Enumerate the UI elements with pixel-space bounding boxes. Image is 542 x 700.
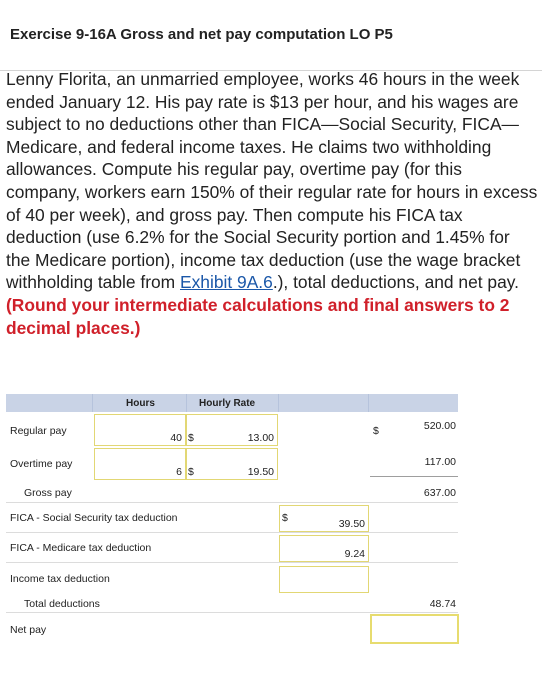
gross-pay-label: Gross pay: [24, 487, 72, 499]
row-divider: [6, 562, 458, 563]
overtime-pay-amount: 117.00: [424, 456, 456, 468]
net-pay-input[interactable]: [370, 614, 459, 644]
total-deductions-amount: 48.74: [429, 598, 456, 610]
exhibit-link[interactable]: Exhibit 9A.6: [180, 272, 273, 293]
income-tax-input[interactable]: [279, 566, 369, 593]
subtotal-rule: [370, 476, 458, 477]
regular-pay-label: Regular pay: [10, 425, 67, 437]
regular-pay-amount: 520.00: [423, 420, 456, 432]
column-divider: [368, 394, 369, 412]
payroll-worksheet: [6, 394, 460, 648]
fica-ss-label: FICA - Social Security tax deduction: [10, 512, 178, 524]
row-divider: [6, 612, 458, 613]
rounding-instruction: (Round your intermediate calculations and final answers to 2 decimal places.): [6, 294, 510, 338]
row-divider: [6, 502, 458, 503]
regular-hours-value: 40: [170, 432, 182, 444]
column-divider: [186, 394, 187, 412]
problem-text: [6, 68, 538, 339]
overtime-hours-value: 6: [176, 466, 182, 478]
overtime-rate-dollar: $: [188, 466, 194, 478]
fica-medicare-amount: 9.24: [344, 548, 365, 560]
column-divider: [278, 394, 279, 412]
total-deductions-label: Total deductions: [24, 598, 100, 610]
income-tax-label: Income tax deduction: [10, 573, 110, 585]
fica-ss-dollar: $: [282, 512, 288, 524]
regular-pay-dollar: $: [373, 425, 379, 437]
row-divider: [6, 532, 458, 533]
fica-medicare-label: FICA - Medicare tax deduction: [10, 542, 152, 554]
problem-body: Lenny Florita, an unmarried employee, works 46 hours in the week ended January 12. His pay rate is $13 per hour, and his wages are subject to no deductions other than FICA—Social Security, FICA—Medicare, and federal income taxes. He claims two withholding allowances. Compute his regular pay, overtime pay (for this company, workers earn 150% of their regular rate for hours in excess of 40 per week), and gross pay. Then compute his FICA tax deduction (use 6.2% for the Social Security portion and 1.45% for the Medicare portion), income tax deduction (use the wage bracket withholding table from: [6, 69, 538, 293]
overtime-rate-value: 19.50: [247, 466, 274, 478]
hourly-rate-column-header: Hourly Rate: [199, 398, 256, 409]
regular-rate-dollar: $: [188, 432, 194, 444]
fica-ss-amount: 39.50: [338, 518, 365, 530]
hours-column-header: Hours: [126, 398, 155, 409]
overtime-pay-label: Overtime pay: [10, 458, 73, 470]
regular-rate-value: 13.00: [247, 432, 274, 444]
gross-pay-amount: 637.00: [423, 487, 456, 499]
problem-body-tail: .), total deductions, and net pay.: [272, 272, 520, 293]
net-pay-label: Net pay: [10, 624, 47, 636]
column-divider: [92, 394, 93, 412]
header-bar: [0, 0, 542, 71]
exercise-title: Exercise 9-16A Gross and net pay computation LO P5: [10, 26, 393, 43]
